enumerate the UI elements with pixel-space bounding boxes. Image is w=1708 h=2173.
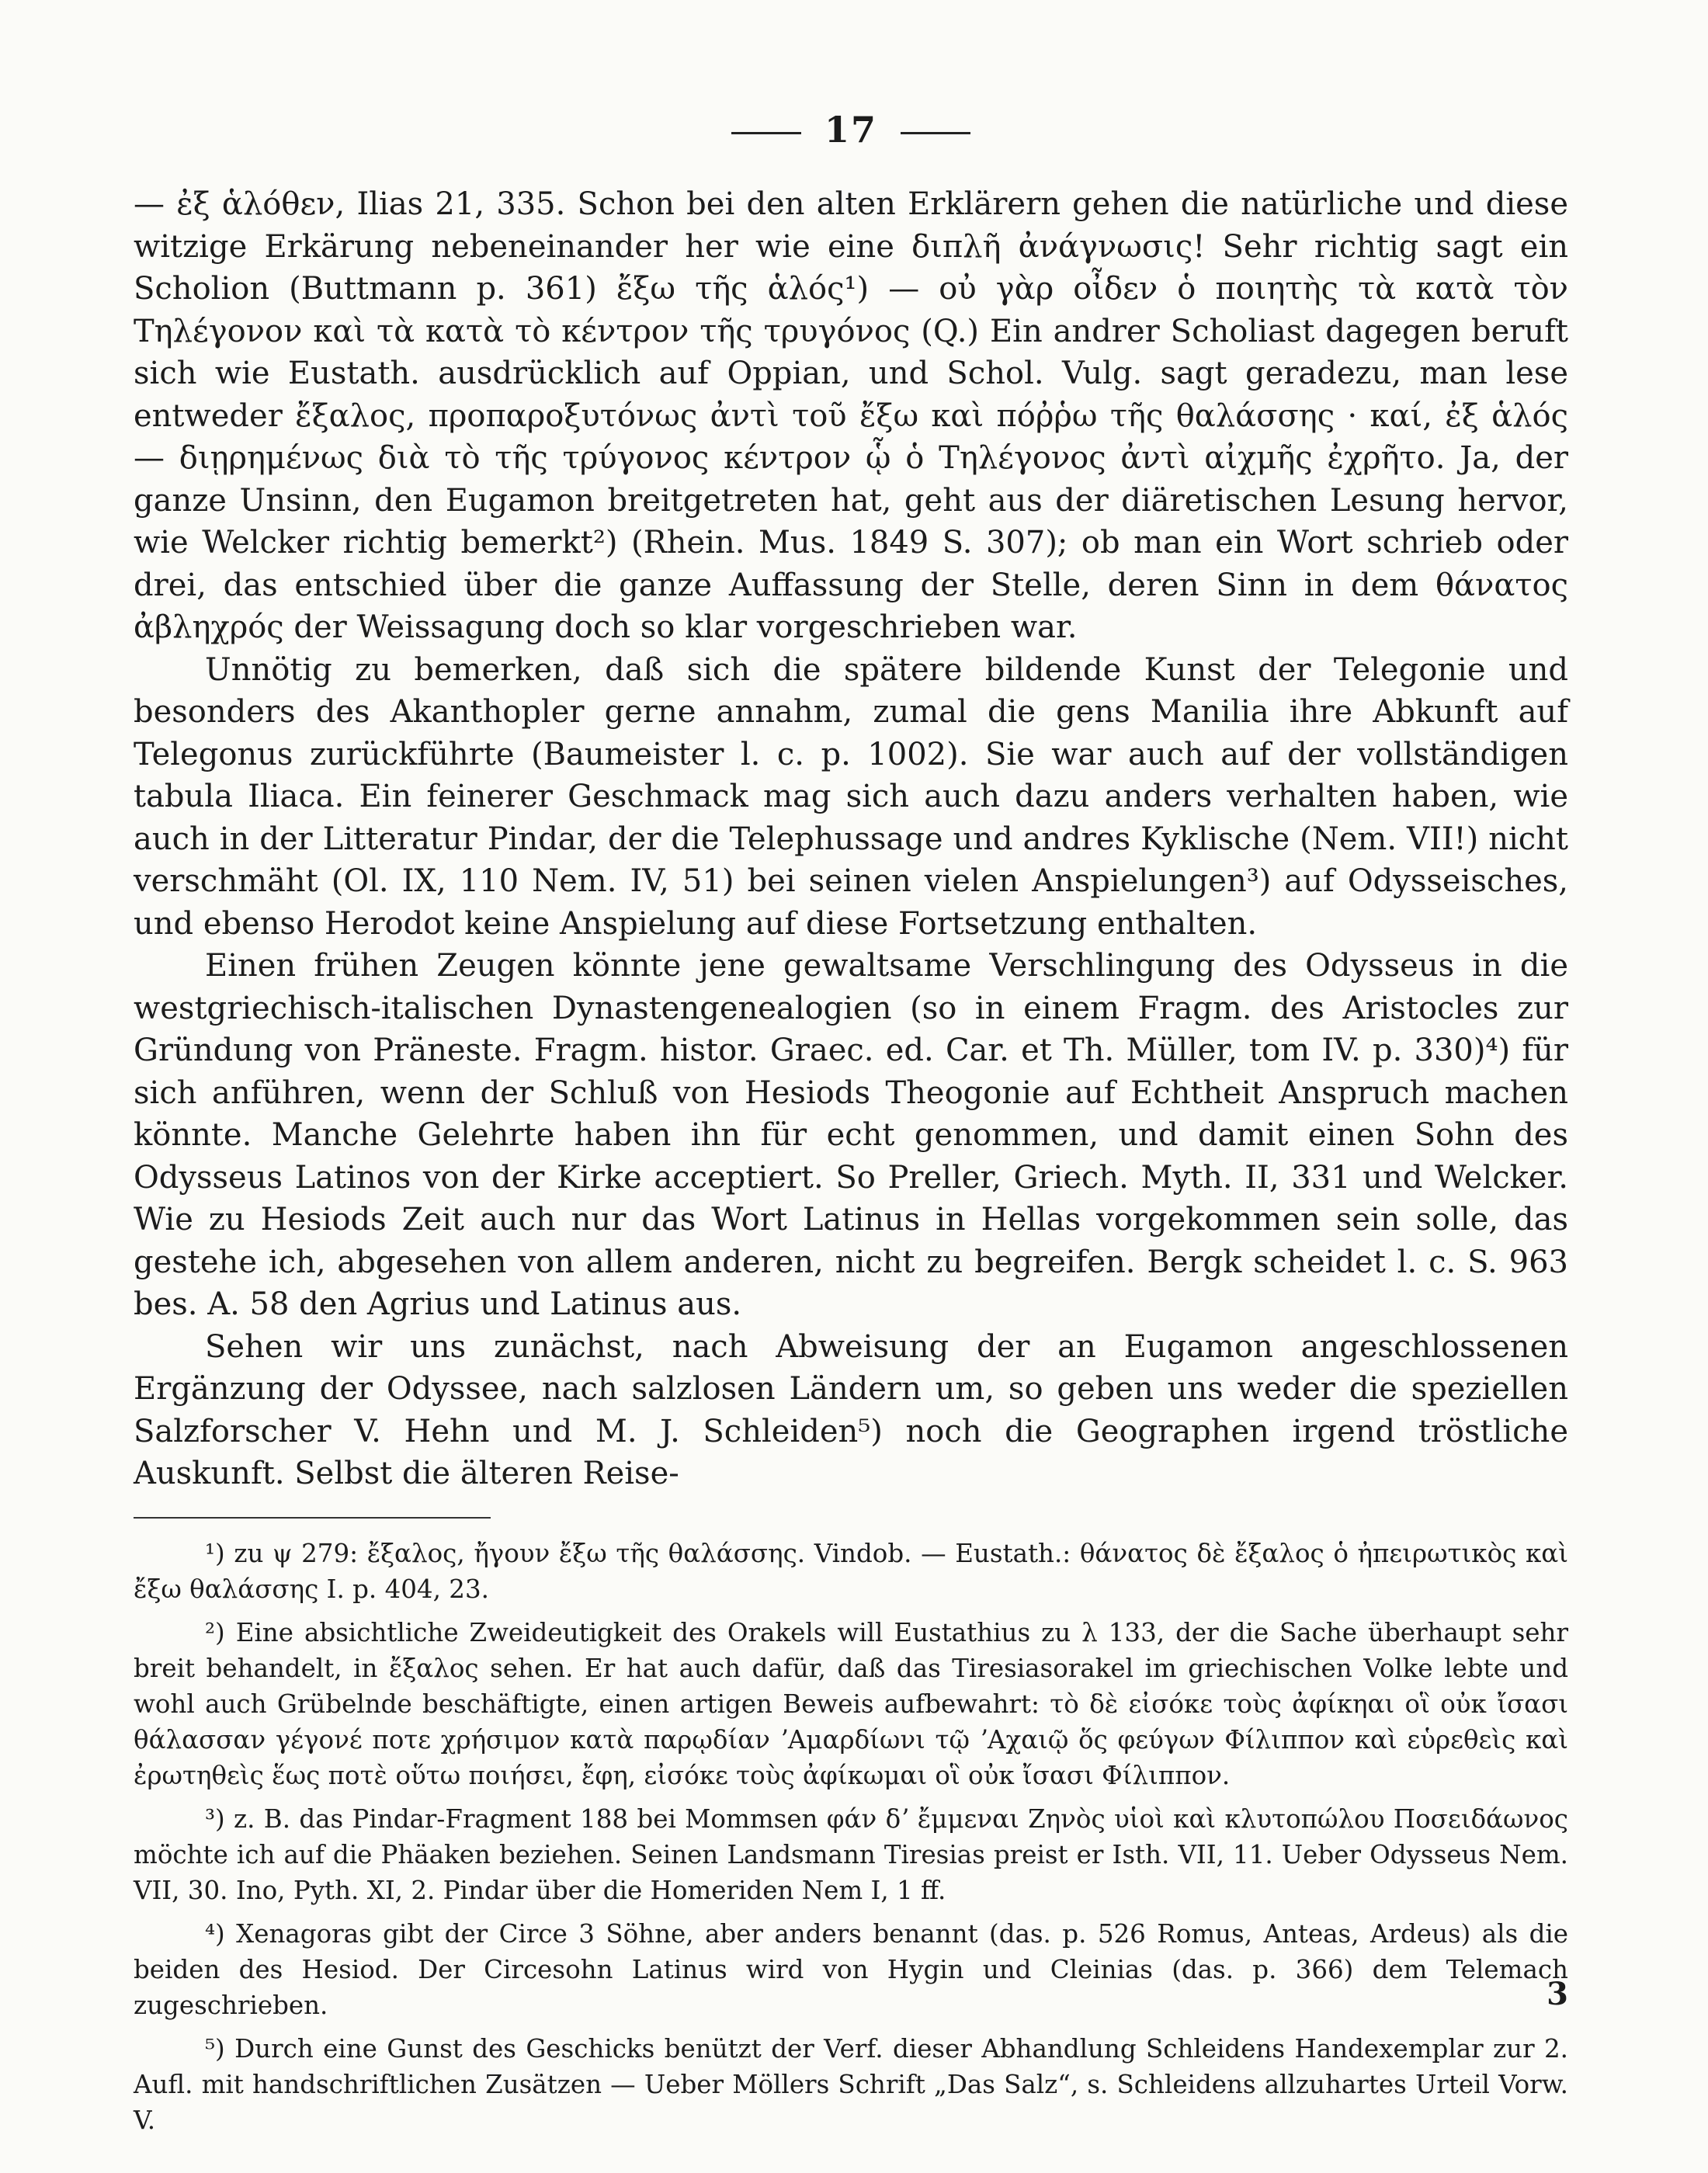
page-header — [134, 109, 1568, 151]
paragraph-3: Einen frühen Zeugen könnte jene gewaltsame Verschlingung des Odysseus in die westgriechisch-italischen Dynastengenealogien (so in einem Fragm. des Aristocles zur Gründung von Präneste. Fragm. histor. Graec. ed. Car. et Th. Müller, tom IV. p. 330)⁴) für sich anführen, wenn der Schluß von Hesiods Theogonie auf Echtheit Anspruch machen könnte. Manche Gelehrte haben ihn für echt genommen, und damit einen Sohn des Odysseus Latinos von der Kirke acceptiert. So Preller, Griech. Myth. II, 331 und Welcker. Wie zu Hesiods Zeit auch nur das Wort Latinus in Hellas vorgekommen sein solle, das gestehe ich, abgesehen von allem anderen, nicht zu begreifen. Bergk scheidet l. c. S. 963 bes. A. 58 den Agrius und Latinus aus. — [134, 948, 1568, 1322]
paragraph-2: Unnötig zu bemerken, daß sich die spätere bildende Kunst der Telegonie und besonders des Akanthopler gerne annahm, zumal die gens Manilia ihre Abkunft auf Telegonus zurückführte (Baumeister l. c. p. 1002). Sie war auch auf der vollständigen tabula Iliaca. Ein feinerer Geschmack mag sich auch dazu anders verhalten haben, wie auch in der Litteratur Pindar, der die Telephussage und andres Kyklische (Nem. VII!) nicht verschmäht (Ol. IX, 110 Nem. IV, 51) bei seinen vielen Anspielungen³) auf Odysseisches, und ebenso Herodot keine Anspielung auf diese Fortsetzung enthalten. — [134, 651, 1568, 942]
footnote-3: ³) z. B. das Pindar-Fragment 188 bei Mommsen φάν δʼ ἔμμεναι Ζηνὸς υἱοὶ καὶ κλυτοπώλου Ποσειδάωνος möchte ich auf die Phäaken beziehen. Seinen Landsmann Tiresias preist er Isth. VII, 11. Ueber Odysseus Nem. VII, 30. Ino, Pyth. XI, 2. Pindar über die Homeriden Nem I, 1 ff. — [134, 1803, 1568, 1905]
signature-mark: 3 — [1547, 1976, 1568, 2012]
footnote-divider — [134, 1517, 491, 1519]
footnote-2: ²) Eine absichtliche Zweideutigkeit des Orakels will Eustathius zu λ 133, der die Sache überhaupt sehr breit behandelt, in ἔξαλος sehen. Er hat auch dafür, daß das Tiresiasorakel im griechischen Volke lebte und wohl auch Grübelnde beschäftigte, einen artigen Beweis aufbewahrt: τὸ δὲ εἰσόκε τοὺς ἀφίκηαι οἳ οὐκ ἴσασι θάλασσαν γέγονέ ποτε χρήσιμον κατὰ παρῳδίαν ʼΑμαρδίωνι τῷ ʼΑχαιῷ ὅς φεύγων Φίλιππον καὶ εὑρεθεὶς καὶ ἐρωτηθεὶς ἕως ποτὲ οὕτω ποιήσει, ἔφη, εἰσόκε τοὺς ἀφίκωμαι οἳ οὐκ ἴσασι Φίλιππον. — [134, 1617, 1568, 1790]
footnote-1: ¹) zu ψ 279: ἔξαλος, ἤγουν ἔξω τῆς θαλάσσης. Vindob. — Eustath.: θάνατος δὲ ἔξαλος ὁ ἠπειρωτικὸς καὶ ἔξω θαλάσσης I. p. 404, 23. — [134, 1538, 1568, 1604]
header-dash-left — [731, 132, 801, 134]
footnote-5: ⁵) Durch eine Gunst des Geschicks benützt der Verf. dieser Abhandlung Schleidens Handexemplar zur 2. Aufl. mit handschriftlichen Zusätzen — Ueber Möllers Schrift „Das Salz“, s. Schleidens allzuhartes Urteil Vorw. V. — [134, 2033, 1568, 2135]
paragraph-4: Sehen wir uns zunächst, nach Abweisung der an Eugamon angeschlossenen Ergänzung der Odyssee, nach salzlosen Ländern um, so geben uns weder die speziellen Salzforscher V. Hehn und M. J. Schleiden⁵) noch die Geographen irgend tröstliche Auskunft. Selbst die älteren Reise- — [134, 1328, 1568, 1491]
footnotes — [134, 1536, 1568, 2138]
paragraph-1: — ἐξ ἁλόθεν, Ilias 21, 335. Schon bei den alten Erklärern gehen die natürliche und diese witzige Erkärung nebeneinander her wie eine διπλῆ ἀνάγνωσις! Sehr richtig sagt ein Scholion (Buttmann p. 361) ἔξω τῆς ἁλός¹) — οὐ γὰρ οἶδεν ὁ ποιητὴς τὰ κατὰ τὸν Τηλέγονον καὶ τὰ κατὰ τὸ κέντρον τῆς τρυγόνος (Q.) Ein andrer Scholiast dagegen beruft sich wie Eustath. ausdrücklich auf Oppian, und Schol. Vulg. sagt geradezu, man lese entweder ἔξαλος, προπαροξυτόνως ἀντὶ τοῦ ἔξω καὶ πόῤῥω τῆς θαλάσσης · καί, ἐξ ἁλός — διῃρημένως διὰ τὸ τῆς τρύγονος κέντρον ᾧ ὁ Τηλέγονος ἀντὶ αἰχμῆς ἐχρῆτο. Ja, der ganze Unsinn, den Eugamon breitgetreten hat, geht aus der diäretischen Lesung hervor, wie Welcker richtig bemerkt²) (Rhein. Mus. 1849 S. 307); ob man ein Wort schrieb oder drei, das entschied über die ganze Auffassung der Stelle, deren Sinn in dem θάνατος ἀβληχρός der Weissagung doch so klar vorgeschrieben war. — [134, 186, 1568, 645]
body-text — [134, 183, 1568, 1495]
page-number: 17 — [824, 109, 877, 151]
header-dash-right — [901, 132, 970, 134]
footnote-4: ⁴) Xenagoras gibt der Circe 3 Söhne, aber anders benannt (das. p. 526 Romus, Anteas, Ardeus) als die beiden des Hesiod. Der Circesohn Latinus wird von Hygin und Cleinias (das. p. 366) dem Telemach zugeschrieben. — [134, 1918, 1568, 2020]
